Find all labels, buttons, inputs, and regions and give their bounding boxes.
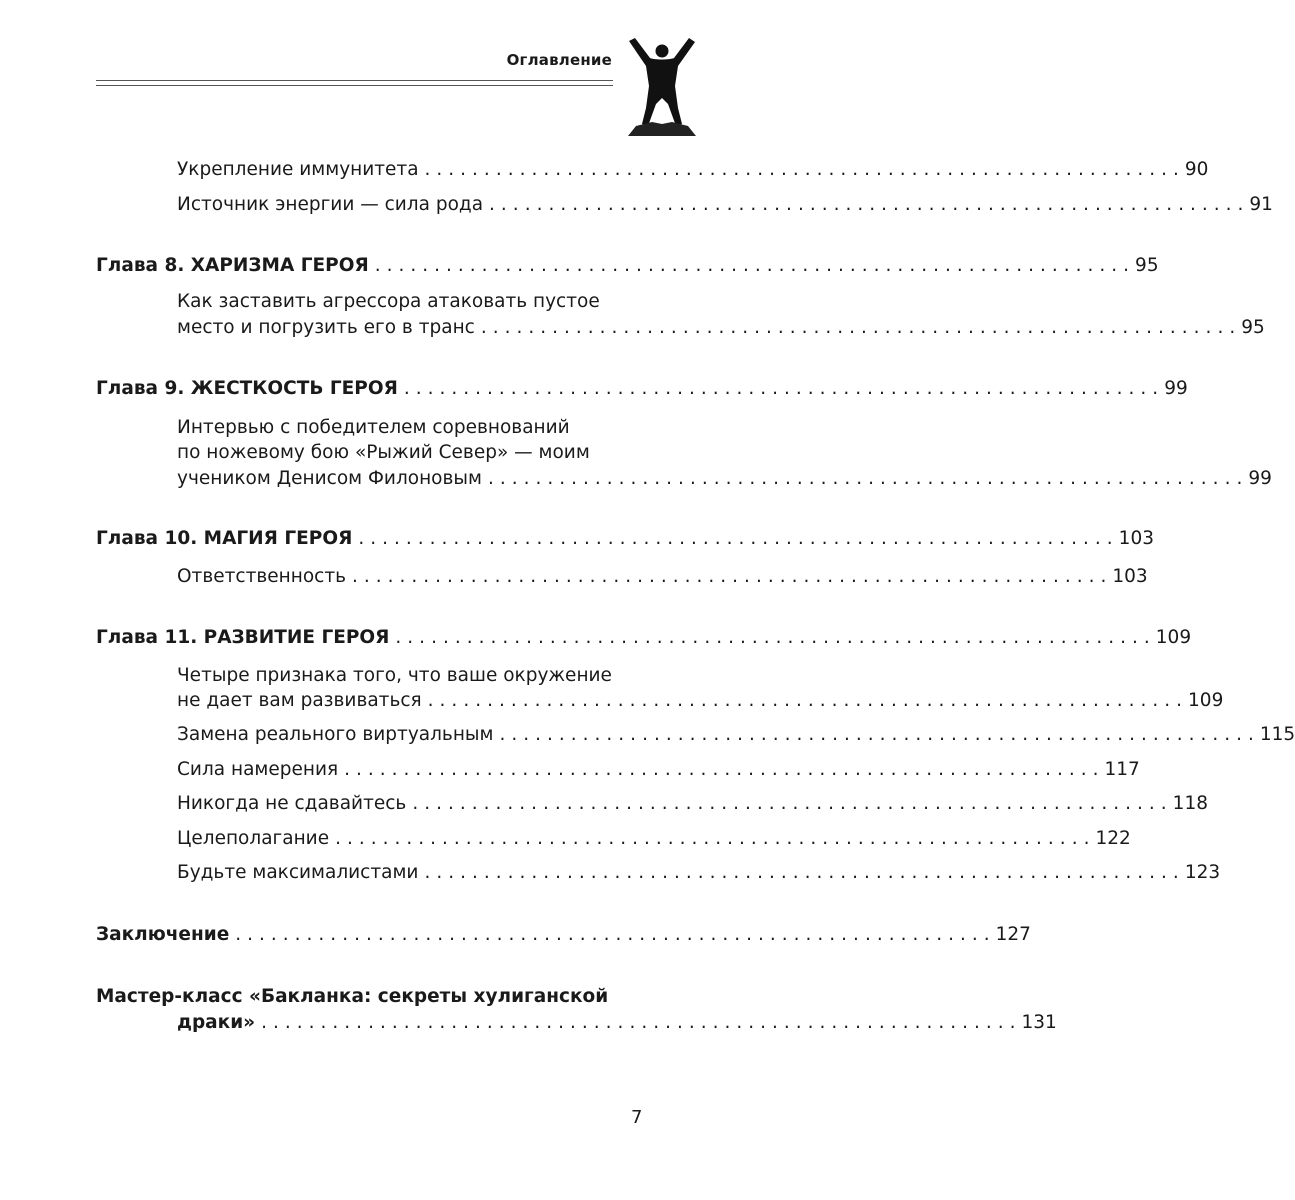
header-title: Оглавление [506, 51, 612, 69]
toc-entry-page: 109 [1188, 690, 1224, 711]
leader-dots: ................................................................ [358, 528, 1119, 549]
toc-entry-title: Источник энергии — сила рода [177, 194, 484, 215]
toc-entry[interactable] [177, 828, 1131, 854]
toc-entry-title: Целеполагание [177, 828, 330, 849]
toc-entry-page: 99 [1248, 468, 1272, 489]
page-number: 7 [631, 1107, 643, 1128]
toc-entry-page: 122 [1095, 828, 1131, 849]
toc-entry-title: Никогда не сдавайтесь [177, 793, 407, 814]
toc-entry-title: место и погрузить его в транс [177, 317, 475, 338]
leader-dots: ................................................................ [344, 759, 1105, 780]
toc-entry-title: Ответственность [177, 566, 346, 587]
leader-dots: ................................................................ [499, 724, 1260, 745]
toc-chapter[interactable] [96, 627, 1192, 653]
toc-entry[interactable] [177, 759, 1140, 785]
toc-entry-page: 123 [1184, 862, 1221, 883]
toc-chapter-title: драки» [177, 1012, 256, 1033]
toc-entry[interactable] [177, 724, 1295, 750]
toc-chapter[interactable] [96, 255, 1159, 281]
toc-chapter[interactable] [96, 378, 1188, 404]
toc-entry-page: 90 [1184, 159, 1209, 180]
toc-entry[interactable] [177, 159, 1209, 185]
toc-chapter[interactable] [96, 924, 1031, 950]
toc-chapter-title: Глава 10. МАГИЯ ГЕРОЯ [96, 528, 353, 549]
toc-chapter-line: Мастер-класс «Бакланка: секреты хулиганской [96, 986, 609, 1007]
toc-entry-page: 95 [1241, 317, 1265, 338]
toc-chapter-page: 103 [1118, 528, 1154, 549]
leader-dots: ................................................................ [235, 924, 996, 945]
toc-chapter-page: 95 [1135, 255, 1159, 276]
toc-entry-line: Как заставить агрессора атаковать пустое [177, 291, 600, 312]
toc-chapter-title: Глава 11. РАЗВИТИЕ ГЕРОЯ [96, 627, 390, 648]
toc-chapter-page: 131 [1021, 1012, 1057, 1033]
toc-chapter-page: 99 [1164, 378, 1188, 399]
toc-chapter[interactable] [96, 528, 1154, 554]
toc-chapter-title: Глава 9. ЖЕСТКОСТЬ ГЕРОЯ [96, 378, 398, 399]
leader-dots: ................................................................ [424, 159, 1185, 180]
leader-dots: ................................................................ [427, 690, 1189, 711]
leader-dots: ................................................................ [489, 194, 1250, 215]
toc-entry[interactable] [177, 566, 1148, 592]
toc-entry-line: Четыре признака того, что ваше окружение [177, 665, 612, 686]
toc-chapter-title: Заключение [96, 924, 230, 945]
toc-entry-page: 117 [1104, 759, 1140, 780]
leader-dots: ................................................................ [487, 468, 1249, 489]
toc-entry[interactable] [177, 468, 1272, 494]
toc-entry[interactable] [177, 194, 1273, 220]
toc-entry-title: Будьте максималистами [177, 862, 419, 883]
toc-entry-page: 103 [1112, 566, 1148, 587]
leader-dots: ................................................................ [395, 627, 1156, 648]
toc-entry-line: Интервью с победителем соревнований [177, 417, 570, 438]
toc-entry-page: 115 [1259, 724, 1295, 745]
toc-entry-title: Укрепление иммунитета [177, 159, 419, 180]
toc-entry-page: 91 [1249, 194, 1273, 215]
toc-chapter[interactable] [177, 1012, 1057, 1038]
leader-dots: ................................................................ [480, 317, 1242, 338]
toc-entry[interactable] [177, 690, 1224, 716]
toc-entry[interactable] [177, 317, 1265, 343]
toc-entry-title: не дает вам развиваться [177, 690, 422, 711]
leader-dots: ................................................................ [412, 793, 1173, 814]
leader-dots: ................................................................ [374, 255, 1136, 276]
toc-entry-title: учеником Денисом Филоновым [177, 468, 482, 489]
toc-chapter-page: 109 [1155, 627, 1192, 648]
leader-dots: ................................................................ [352, 566, 1113, 587]
toc-chapter-page: 127 [995, 924, 1031, 945]
leader-dots: ................................................................ [424, 862, 1185, 883]
toc-entry[interactable] [177, 793, 1208, 819]
toc-entry-page: 118 [1172, 793, 1208, 814]
toc-entry-title: Сила намерения [177, 759, 339, 780]
toc-entry-title: Замена реального виртуальным [177, 724, 494, 745]
toc-entry-line: по ножевому бою «Рыжий Север» — моим [177, 442, 590, 463]
leader-dots: ................................................................ [335, 828, 1096, 849]
toc-chapter-title: Глава 8. ХАРИЗМА ГЕРОЯ [96, 255, 369, 276]
leader-dots: ................................................................ [261, 1012, 1022, 1033]
toc-entry[interactable] [177, 862, 1221, 888]
leader-dots: ................................................................ [403, 378, 1165, 399]
